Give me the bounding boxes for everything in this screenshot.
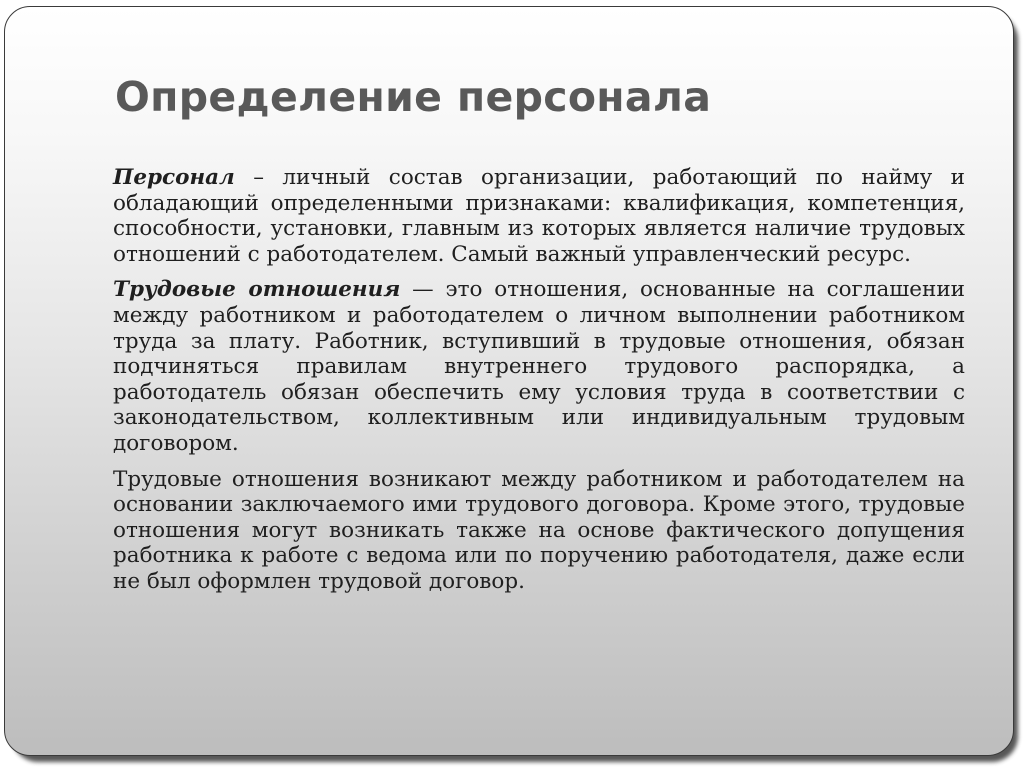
slide-body bbox=[113, 165, 965, 605]
slide bbox=[4, 6, 1014, 756]
term-personnel: Персонал bbox=[113, 165, 235, 190]
paragraph-text: – личный состав организации, работающий по найму и обладающий определенными признаками: квалификация, компетенция, способности, установки, главным из которых является наличие трудовых отношений с работодателем. Самый важный управленческий ресурс. bbox=[113, 165, 965, 267]
paragraph-text: — это отношения, основанные на соглашении между работником и работодателем о личном выполнении работником труда за плату. Работник, вступивший в трудовые отношения, обязан подчиняться правилам внутреннего трудового распорядка, а работодатель обязан обеспечить ему условия труда в соответствии с законодательством, коллективным или индивидуальным трудовым договором. bbox=[113, 277, 965, 456]
term-labor-relations: Трудовые отношения bbox=[113, 277, 401, 303]
paragraph-labor-relations-definition bbox=[113, 277, 965, 456]
paragraph-text: Трудовые отношения возникают между работником и работодателем на основании заключаемого ими трудового договора. Кроме этого, трудовые отношения могут возникать также на основе фактического допущения работника к работе с ведома или по поручению работодателя, даже если не был оформлен трудовой договор. bbox=[113, 466, 965, 594]
slide-title: Определение персонала bbox=[115, 73, 712, 121]
paragraph-personnel-definition bbox=[113, 165, 965, 267]
paragraph-labor-relations-origin bbox=[113, 467, 965, 595]
